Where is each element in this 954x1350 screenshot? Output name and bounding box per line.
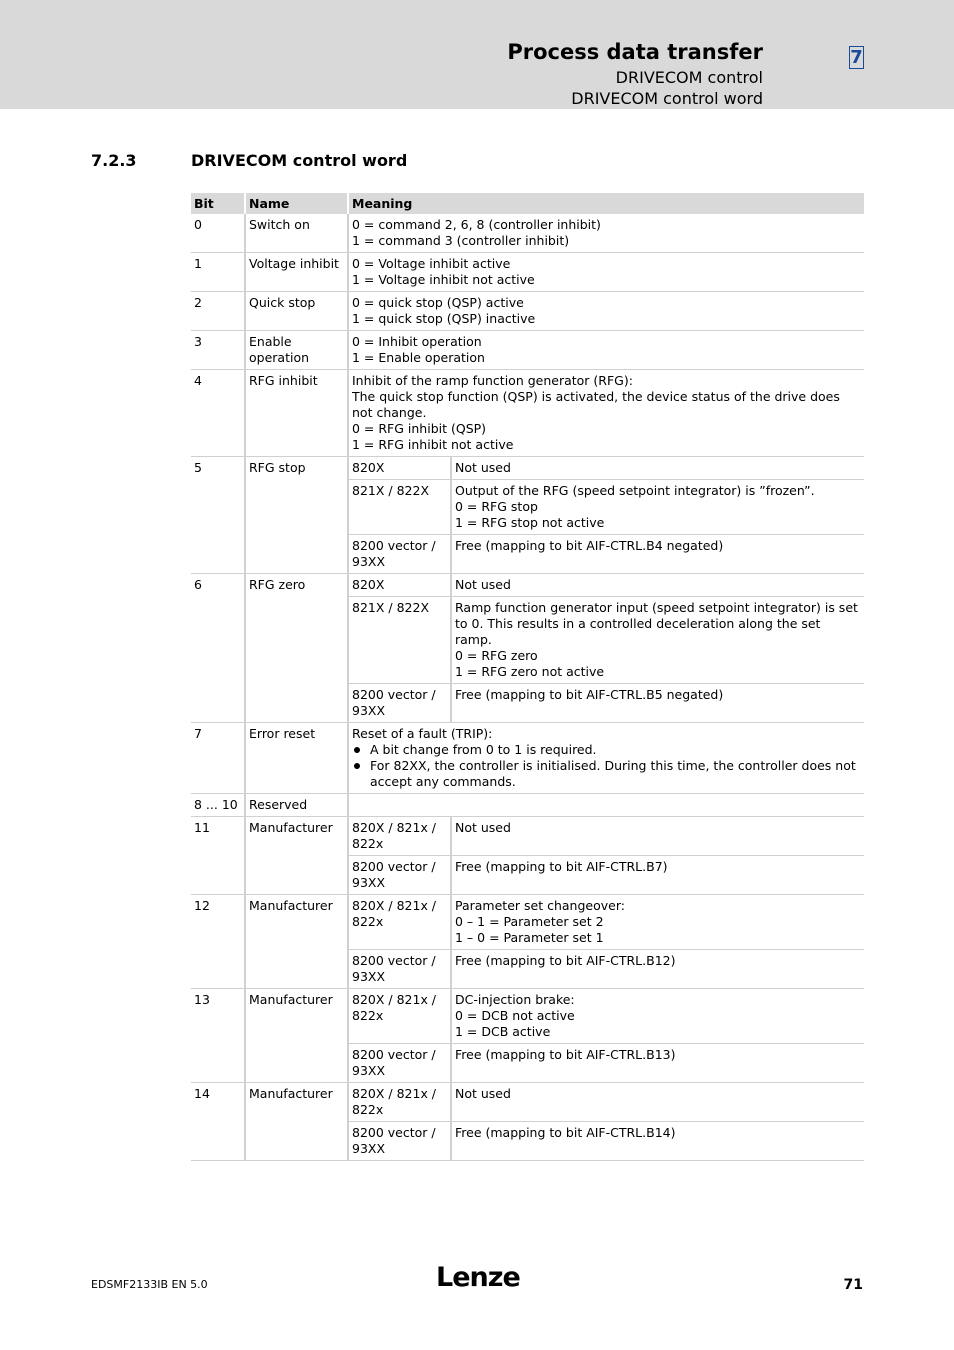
meaning-cell: Not used: [452, 817, 864, 856]
device-cell: 8200 vector / 93XX: [349, 1122, 452, 1161]
header-meaning: Meaning: [349, 193, 864, 214]
bit-cell: 3: [191, 331, 246, 370]
device-cell: 820X / 821x / 822x: [349, 817, 452, 856]
header-bit: Bit: [191, 193, 246, 214]
name-cell: RFG inhibit: [246, 370, 349, 457]
device-cell: 820X / 821x / 822x: [349, 1083, 452, 1122]
table-row: [191, 292, 864, 331]
meaning-cell: Free (mapping to bit AIF-CTRL.B12): [452, 950, 864, 989]
bullet-icon: [354, 763, 360, 769]
name-cell: Manufacturer: [246, 895, 349, 989]
bit-cell: 5: [191, 457, 246, 574]
table-row: [191, 794, 864, 817]
device-cell: 821X / 822X: [349, 597, 452, 684]
device-cell: 820X: [349, 457, 452, 480]
name-cell: Enable operation: [246, 331, 349, 370]
meaning-cell: Inhibit of the ramp function generator (RFG): The quick stop function (QSP) is activated, the device status of the drive does not change. 0 = RFG inhibit (QSP) 1 = RFG inhibit not active: [349, 370, 864, 457]
page-subtitle-1: DRIVECOM control: [615, 68, 763, 87]
bit-cell: 1: [191, 253, 246, 292]
bit-cell: 13: [191, 989, 246, 1083]
table-row: [191, 574, 864, 597]
meaning-cell: Not used: [452, 1083, 864, 1122]
table-row: [191, 817, 864, 856]
table-row: [191, 370, 864, 457]
name-cell: Manufacturer: [246, 1083, 349, 1161]
meaning-cell: 0 = Inhibit operation 1 = Enable operation: [349, 331, 864, 370]
bit-cell: 11: [191, 817, 246, 895]
name-cell: Switch on: [246, 214, 349, 253]
name-cell: Error reset: [246, 723, 349, 794]
page-subtitle-2: DRIVECOM control word: [571, 89, 763, 108]
meaning-cell: Free (mapping to bit AIF-CTRL.B13): [452, 1044, 864, 1083]
bullet-text: For 82XX, the controller is initialised. During this time, the controller does not accept any commands.: [370, 758, 856, 789]
bit-cell: 8 ... 10: [191, 794, 246, 817]
meaning-cell: Free (mapping to bit AIF-CTRL.B4 negated): [452, 535, 864, 574]
device-cell: 821X / 822X: [349, 480, 452, 535]
name-cell: Manufacturer: [246, 989, 349, 1083]
table-header-row: [191, 193, 864, 214]
meaning-cell: Free (mapping to bit AIF-CTRL.B14): [452, 1122, 864, 1161]
chapter-number-link[interactable]: 7: [850, 47, 863, 68]
meaning-cell: Not used: [452, 574, 864, 597]
table-row: [191, 214, 864, 253]
device-cell: 8200 vector / 93XX: [349, 1044, 452, 1083]
bullet-text: A bit change from 0 to 1 is required.: [370, 742, 597, 757]
name-cell: RFG stop: [246, 457, 349, 574]
meaning-cell: [349, 794, 864, 817]
table-row: [191, 723, 864, 794]
device-cell: 820X / 821x / 822x: [349, 895, 452, 950]
bullet-item: [352, 758, 861, 790]
meaning-cell: Not used: [452, 457, 864, 480]
device-cell: 820X / 821x / 822x: [349, 989, 452, 1044]
lenze-logo: Lenze: [436, 1262, 520, 1293]
section-title: DRIVECOM control word: [191, 151, 408, 170]
device-cell: 8200 vector / 93XX: [349, 535, 452, 574]
meaning-cell: Parameter set changeover: 0 – 1 = Parameter set 2 1 – 0 = Parameter set 1: [452, 895, 864, 950]
table-row: [191, 253, 864, 292]
table-row: [191, 895, 864, 950]
meaning-cell: [349, 723, 864, 794]
name-cell: RFG zero: [246, 574, 349, 723]
page-number: 71: [843, 1277, 863, 1293]
table-row: [191, 457, 864, 480]
meaning-cell: Free (mapping to bit AIF-CTRL.B7): [452, 856, 864, 895]
meaning-cell: 0 = command 2, 6, 8 (controller inhibit) 1 = command 3 (controller inhibit): [349, 214, 864, 253]
bit-cell: 0: [191, 214, 246, 253]
table-row: [191, 1083, 864, 1122]
name-cell: Manufacturer: [246, 817, 349, 895]
name-cell: Voltage inhibit: [246, 253, 349, 292]
meaning-intro: Reset of a fault (TRIP):: [352, 726, 493, 741]
device-cell: 820X: [349, 574, 452, 597]
meaning-cell: DC-injection brake: 0 = DCB not active 1 = DCB active: [452, 989, 864, 1044]
bit-cell: 4: [191, 370, 246, 457]
header-name: Name: [246, 193, 349, 214]
bullet-item: [352, 742, 861, 758]
bit-cell: 6: [191, 574, 246, 723]
meaning-cell: 0 = quick stop (QSP) active 1 = quick stop (QSP) inactive: [349, 292, 864, 331]
meaning-cell: Output of the RFG (speed setpoint integrator) is ”frozen”. 0 = RFG stop 1 = RFG stop not active: [452, 480, 864, 535]
bit-cell: 2: [191, 292, 246, 331]
document-id: EDSMF2133IB EN 5.0: [91, 1278, 208, 1291]
header-band: [0, 0, 954, 109]
bit-cell: 7: [191, 723, 246, 794]
bullet-icon: [354, 747, 360, 753]
name-cell: Quick stop: [246, 292, 349, 331]
meaning-cell: Free (mapping to bit AIF-CTRL.B5 negated): [452, 684, 864, 723]
section-number: 7.2.3: [91, 151, 137, 170]
device-cell: 8200 vector / 93XX: [349, 950, 452, 989]
bit-cell: 12: [191, 895, 246, 989]
device-cell: 8200 vector / 93XX: [349, 684, 452, 723]
bit-cell: 14: [191, 1083, 246, 1161]
device-cell: 8200 vector / 93XX: [349, 856, 452, 895]
page-title: Process data transfer: [507, 40, 763, 64]
table-row: [191, 331, 864, 370]
name-cell: Reserved: [246, 794, 349, 817]
meaning-cell: Ramp function generator input (speed setpoint integrator) is set to 0. This results in a controlled deceleration along the set ramp. 0 = RFG zero 1 = RFG zero not active: [452, 597, 864, 684]
control-word-table: [191, 193, 864, 1161]
meaning-cell: 0 = Voltage inhibit active 1 = Voltage inhibit not active: [349, 253, 864, 292]
table-row: [191, 989, 864, 1044]
